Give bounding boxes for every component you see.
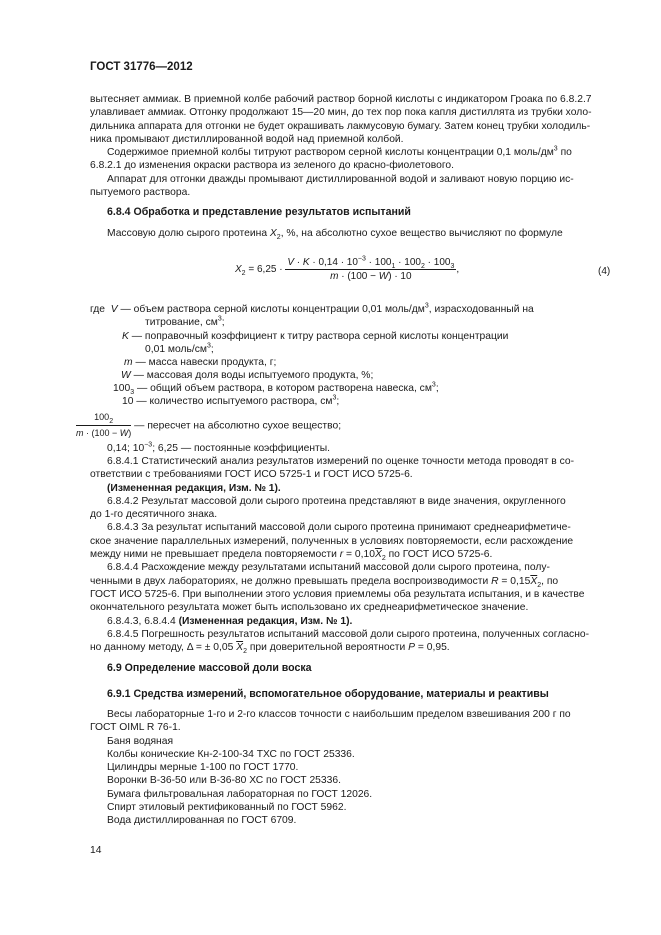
text-line: 6.8.4.3 За результат испытаний массовой доли сырого протеина принимают среднеарифметиче- — [107, 522, 571, 534]
text-line: вытесняет аммиак. В приемной колбе рабочий раствор борной кислоты с индикатором Гроака по 6.8.2.7 — [90, 94, 592, 105]
formula-fraction: $\frac{V \cdot K \cdot 0,14 \cdot 10^{-3} \cdot 100_1 \cdot 100_2 \cdot 100_3}{m \cdot (100 - W) \cdot 10}$ — [287, 255, 455, 282]
section-title-69: 6.9 Определение массовой доли воска — [107, 662, 312, 674]
list-item: Вода дистиллированная по ГОСТ 6709. — [107, 815, 297, 827]
text-line: ченными в двух лабораториях, не должно превышать предела воспроизводимости $R = 0,15\overline{X}_2$, по — [90, 575, 559, 589]
list-item: Спирт этиловый ректификованный по ГОСТ 5962. — [107, 802, 347, 814]
text-line: ГОСТ ИСО 5725-6. При выполнении этого условия приемлемы оба результата испытания, и в качестве — [90, 588, 585, 600]
amendment-note: 6.8.4.3, 6.8.4.4 (Измененная редакция, Изм. № 1). — [107, 615, 353, 627]
where-test-volume: 10 — количество испытуемого раствора, $см^3$; — [122, 394, 340, 407]
where-v-cont: титрование, $см^3$; — [145, 315, 225, 328]
text-line: 6.8.2.1 до изменения окраски раствора из зеленого до красно-фиолетового. — [90, 160, 454, 172]
text-line: ское значение параллельных измерений, полученных в условиях повторяемости, если расхождение — [90, 535, 574, 547]
equipment-list — [90, 708, 600, 828]
section-title-691: 6.9.1 Средства измерений, вспомогательное оборудование, материалы и реактивы — [107, 688, 549, 700]
where-dry-fraction: $\frac{100_2}{m \cdot (100 - W)}$ — пересчет на абсолютно сухое вещество; — [76, 412, 342, 439]
text-line: улавливает аммиак. Отгонку продолжают 15—20 мин, до тех пор пока капля дистиллята из трубки холо- — [90, 107, 592, 119]
text-line: до 1-го десятичного знака. — [90, 509, 218, 521]
paragraph-distillation — [90, 93, 600, 199]
where-constants: 0,14; $10^{-3}$; 6,25 — постоянные коэффициенты. — [107, 441, 331, 454]
text-line: Содержимое приемной колбы титруют раствором серной кислоты концентрации 0,1 моль/$дм^3$ по — [107, 145, 572, 159]
list-item: Воронки В-36-50 или В-36-80 ХС по ГОСТ 25336. — [107, 775, 341, 787]
formula-intro: Массовую долю сырого протеина $X_2$, %, на абсолютно сухое вещество вычисляют по формуле — [107, 228, 563, 242]
where-k: K — поправочный коэффициент к титру раствора серной кислоты концентрации — [122, 331, 509, 342]
text-line: ответствии с требованиями ГОСТ ИСО 5725-1 и ГОСТ ИСО 5725-6. — [90, 469, 413, 481]
list-item: Цилиндры мерные 1-100 по ГОСТ 1770. — [107, 762, 299, 774]
where-k-cont: 0,01 моль/$см^3$; — [145, 342, 214, 355]
text-line: но данному методу, Δ = ± 0,05 $\overline{X}_2$ при доверительной вероятности P = 0,95. — [90, 642, 450, 656]
list-item: Баня водяная — [107, 735, 174, 747]
formula-number: (4) — [598, 266, 611, 277]
text-line: 6.8.4.4 Расхождение между результатами испытаний массовой доли сырого протеина, полу- — [107, 562, 550, 574]
text-line: ГОСТ OIML R 76-1. — [90, 722, 181, 734]
clauses-6841-6845 — [90, 455, 600, 654]
formula-4: $X_2 = 6,25$ · $\frac{V \cdot K \cdot 0,14 \cdot 10^{-3} \cdot 100_1 \cdot 100_2 \cdot 100_3}{m \cdot (100 - W) \cdot 10}$ , — [235, 255, 460, 282]
list-item: Колбы конические Кн-2-100-34 ТХС по ГОСТ 25336. — [107, 748, 355, 760]
document-header: ГОСТ 31776—2012 — [90, 61, 193, 73]
text-line: ника промывают дистиллированной водой над приемной колбой. — [90, 133, 404, 145]
where-v: где V — объем раствора серной кислоты концентрации 0,01 моль/$дм^3$, израсходованный на — [90, 302, 534, 315]
text-line: Аппарат для отгонки дважды промывают дистиллированной водой и заливают новую порцию ис- — [107, 173, 574, 185]
text-line: Весы лабораторные 1-го и 2-го классов точности с наибольшим пределом взвешивания 200 г по — [107, 709, 571, 720]
text-line: 6.8.4.5 Погрешность результатов испытаний массовой доли сырого протеина, полученных согласно- — [107, 628, 590, 640]
text-line: 6.8.4.2 Результат массовой доли сырого протеина представляют в виде значения, округленного — [107, 495, 566, 507]
where-m: m — масса навески продукта, г; — [124, 357, 277, 368]
text-line: пытуемого раствора. — [90, 187, 191, 199]
text-line: дильника аппарата для отгонки не будет окрашивать лакмусовую бумагу. Затем конец трубки холодиль- — [90, 120, 591, 132]
text-line: 6.8.4.1 Статистический анализ результатов измерений по оценке точности метода проводят в со- — [107, 456, 575, 467]
section-title-684: 6.8.4 Обработка и представление результатов испытаний — [107, 206, 411, 218]
where-total-volume: $100_3$ — общий объем раствора, в котором растворена навеска, $см^3$; — [113, 381, 439, 397]
list-item: Бумага фильтровальная лабораторная по ГОСТ 12026. — [107, 788, 373, 800]
text-line: окончательного результата может быть использовано их среднеарифметическое значение. — [90, 602, 529, 614]
text-line: между ними не превышает предела повторяемости $r = 0,10\overline{X}_2$ по ГОСТ ИСО 5725-6. — [90, 549, 493, 563]
page-number: 14 — [90, 845, 102, 856]
where-w: W — массовая доля воды испытуемого продукта, %; — [121, 370, 374, 381]
amendment-note: (Измененная редакция, Изм. № 1). — [107, 482, 281, 494]
